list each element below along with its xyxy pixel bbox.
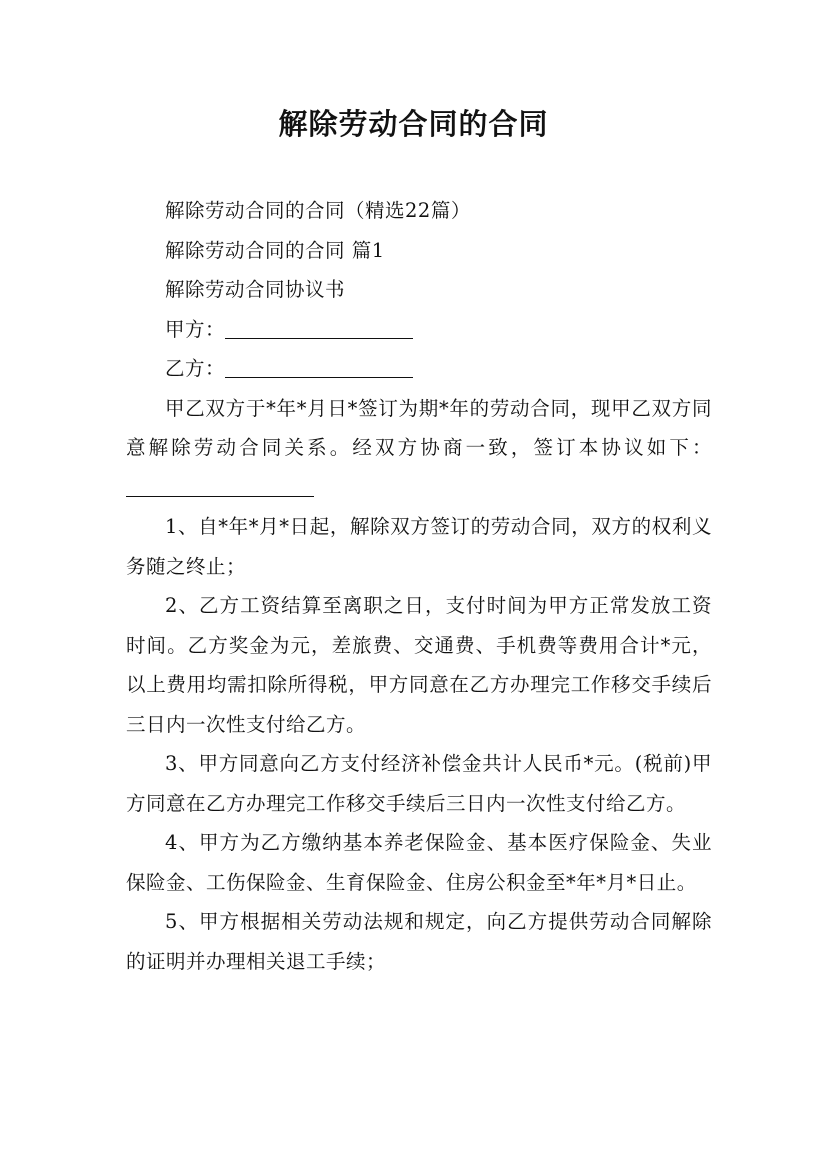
agreement-title-line: 解除劳动合同协议书 xyxy=(165,278,346,301)
clause-1-paragraph: 1、自*年*月*日起，解除双方签订的劳动合同，双方的权利义务随之终止； xyxy=(126,515,712,578)
clause-2-paragraph: 2、乙方工资结算至离职之日，支付时间为甲方正常发放工资时间。乙方奖金为元，差旅费、交通费、手机费等费用合计*元，以上费用均需扣除所得税，甲方同意在乙方办理完工作移交手续后三日内一次性支付给乙方。 xyxy=(126,594,712,736)
clause-4-paragraph: 4、甲方为乙方缴纳基本养老保险金、基本医疗保险金、失业保险金、工伤保险金、生育保险金、住房公积金至*年*月*日止。 xyxy=(126,831,712,894)
party-b-line xyxy=(126,349,712,389)
party-a-blank xyxy=(225,316,413,339)
document-title: 解除劳动合同的合同 xyxy=(278,107,549,141)
intro-paragraph xyxy=(126,389,712,508)
party-b-blank xyxy=(225,355,413,378)
chapter-line: 解除劳动合同的合同 篇1 xyxy=(165,238,385,262)
party-b-label: 乙方： xyxy=(165,357,226,380)
party-a-label: 甲方： xyxy=(165,317,226,341)
document-body xyxy=(126,191,712,981)
subtitle-line: 解除劳动合同的合同（精选22篇） xyxy=(165,199,471,222)
clause-3-paragraph: 3、甲方同意向乙方支付经济补偿金共计人民币*元。(税前)甲方同意在乙方办理完工作移交手续后三日内一次性支付给乙方。 xyxy=(126,752,712,815)
clause-5-paragraph: 5、甲方根据相关劳动法规和规定，向乙方提供劳动合同解除的证明并办理相关退工手续； xyxy=(126,910,712,973)
party-a-line xyxy=(126,310,712,350)
intro-blank xyxy=(126,474,314,497)
intro-text: 甲乙双方于*年*月日*签订为期*年的劳动合同，现甲乙双方同意解除劳动合同关系。经双方协商一致，签订本协议如下： xyxy=(126,396,712,459)
